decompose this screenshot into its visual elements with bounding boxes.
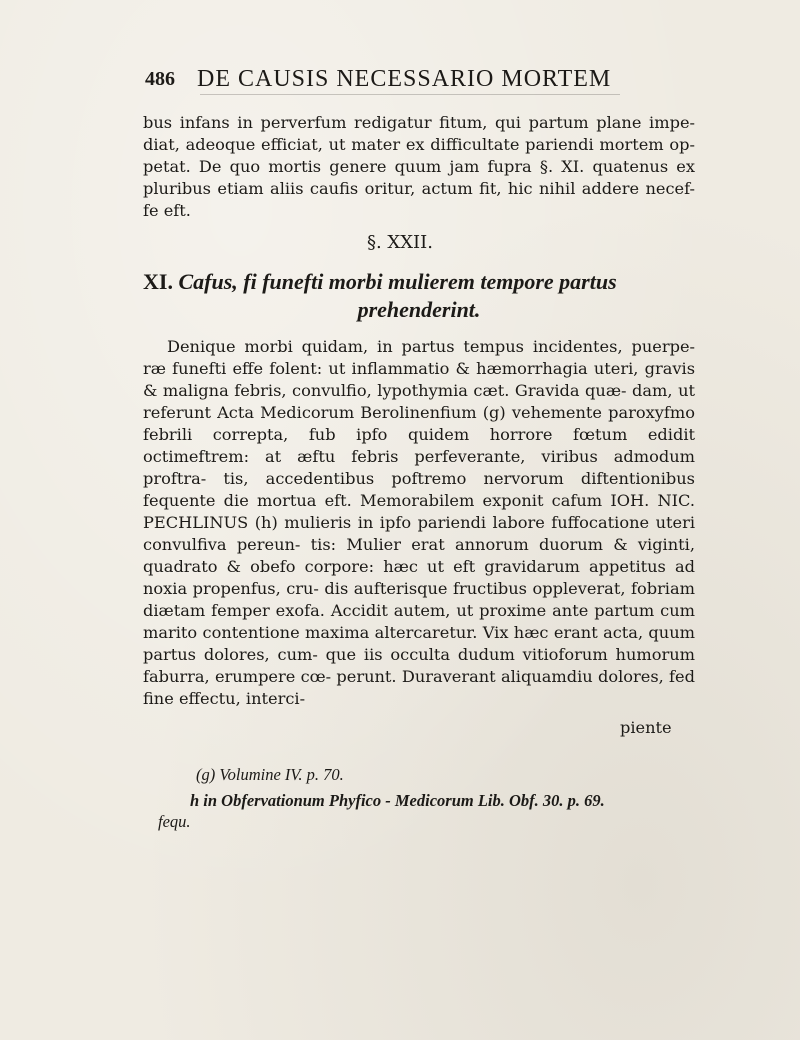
chapter-number: XI. [143, 269, 173, 294]
chapter-title-line1: Cafus, fi funefti morbi mulierem tempore partus [178, 269, 617, 294]
footnote-h-continuation: fequ. [158, 812, 191, 831]
header-rule [200, 94, 620, 95]
footnote-g: (g) Volumine IV. p. 70. [196, 765, 344, 784]
footnote-h: h in Obfervationum Phyfico - Medicorum Lib. Obf. 30. p. 69. [190, 791, 605, 810]
paragraph-continuation: bus infans in perverfum redigatur fitum, qui partum plane impe- diat, adeoque efficiat, ut mater ex difficultate pariendi mortem op- petat. De quo mortis genere quum jam fupra §. XI. quatenus ex pluribus etiam aliis caufis oritur, actum fit, hic nihil addere necef- fe eft. [143, 113, 695, 220]
running-header [145, 66, 690, 96]
chapter-heading [143, 268, 695, 324]
catchword: piente [620, 718, 672, 737]
chapter-title-line2: prehenderint. [357, 297, 481, 322]
page-number: 486 [145, 68, 175, 90]
running-title: DE CAUSIS NECESSARIO MORTEM [197, 66, 612, 92]
section-number: §. XXII. [366, 232, 433, 253]
paragraph-main: Denique morbi quidam, in partus tempus incidentes, puerpe- ræ funefti effe folent: ut inflammatio & hæmorrhagia uteri, gravis & maligna febris, convulfio, lypothymia cæt. Gravida quæ- dam, ut referunt Acta Medicorum Berolinenfium (g) vehemente paroxyfmo febrili correpta, fub ipfo quidem horrore fœtum edidit octimeftrem: at æftu febris perfeverante, viribus admodum proftra- tis, accedentibus poftremo nervorum diftentionibus fequente die mortua eft. Memorabilem exponit cafum IOH. NIC. PECHLINUS (h) mulieris in ipfo pariendi labore fuffocatione uteri convulfiva pereun- tis: Mulier erat annorum duorum & viginti, quadrato & obefo corpore: hæc ut eft gravidarum appetitus ad noxia propenfus, cru- dis aufterisque fructibus oppleverat, fobriam diætam femper exofa. Accidit autem, ut proxime ante partum cum marito contentione maxima altercaretur. Vix hæc erant acta, quum partus dolores, cum- que iis occulta dudum vitioforum humorum faburra, erumpere cœ- perunt. Duraverant aliquamdiu dolores, fed fine effectu, interci- [143, 337, 695, 708]
